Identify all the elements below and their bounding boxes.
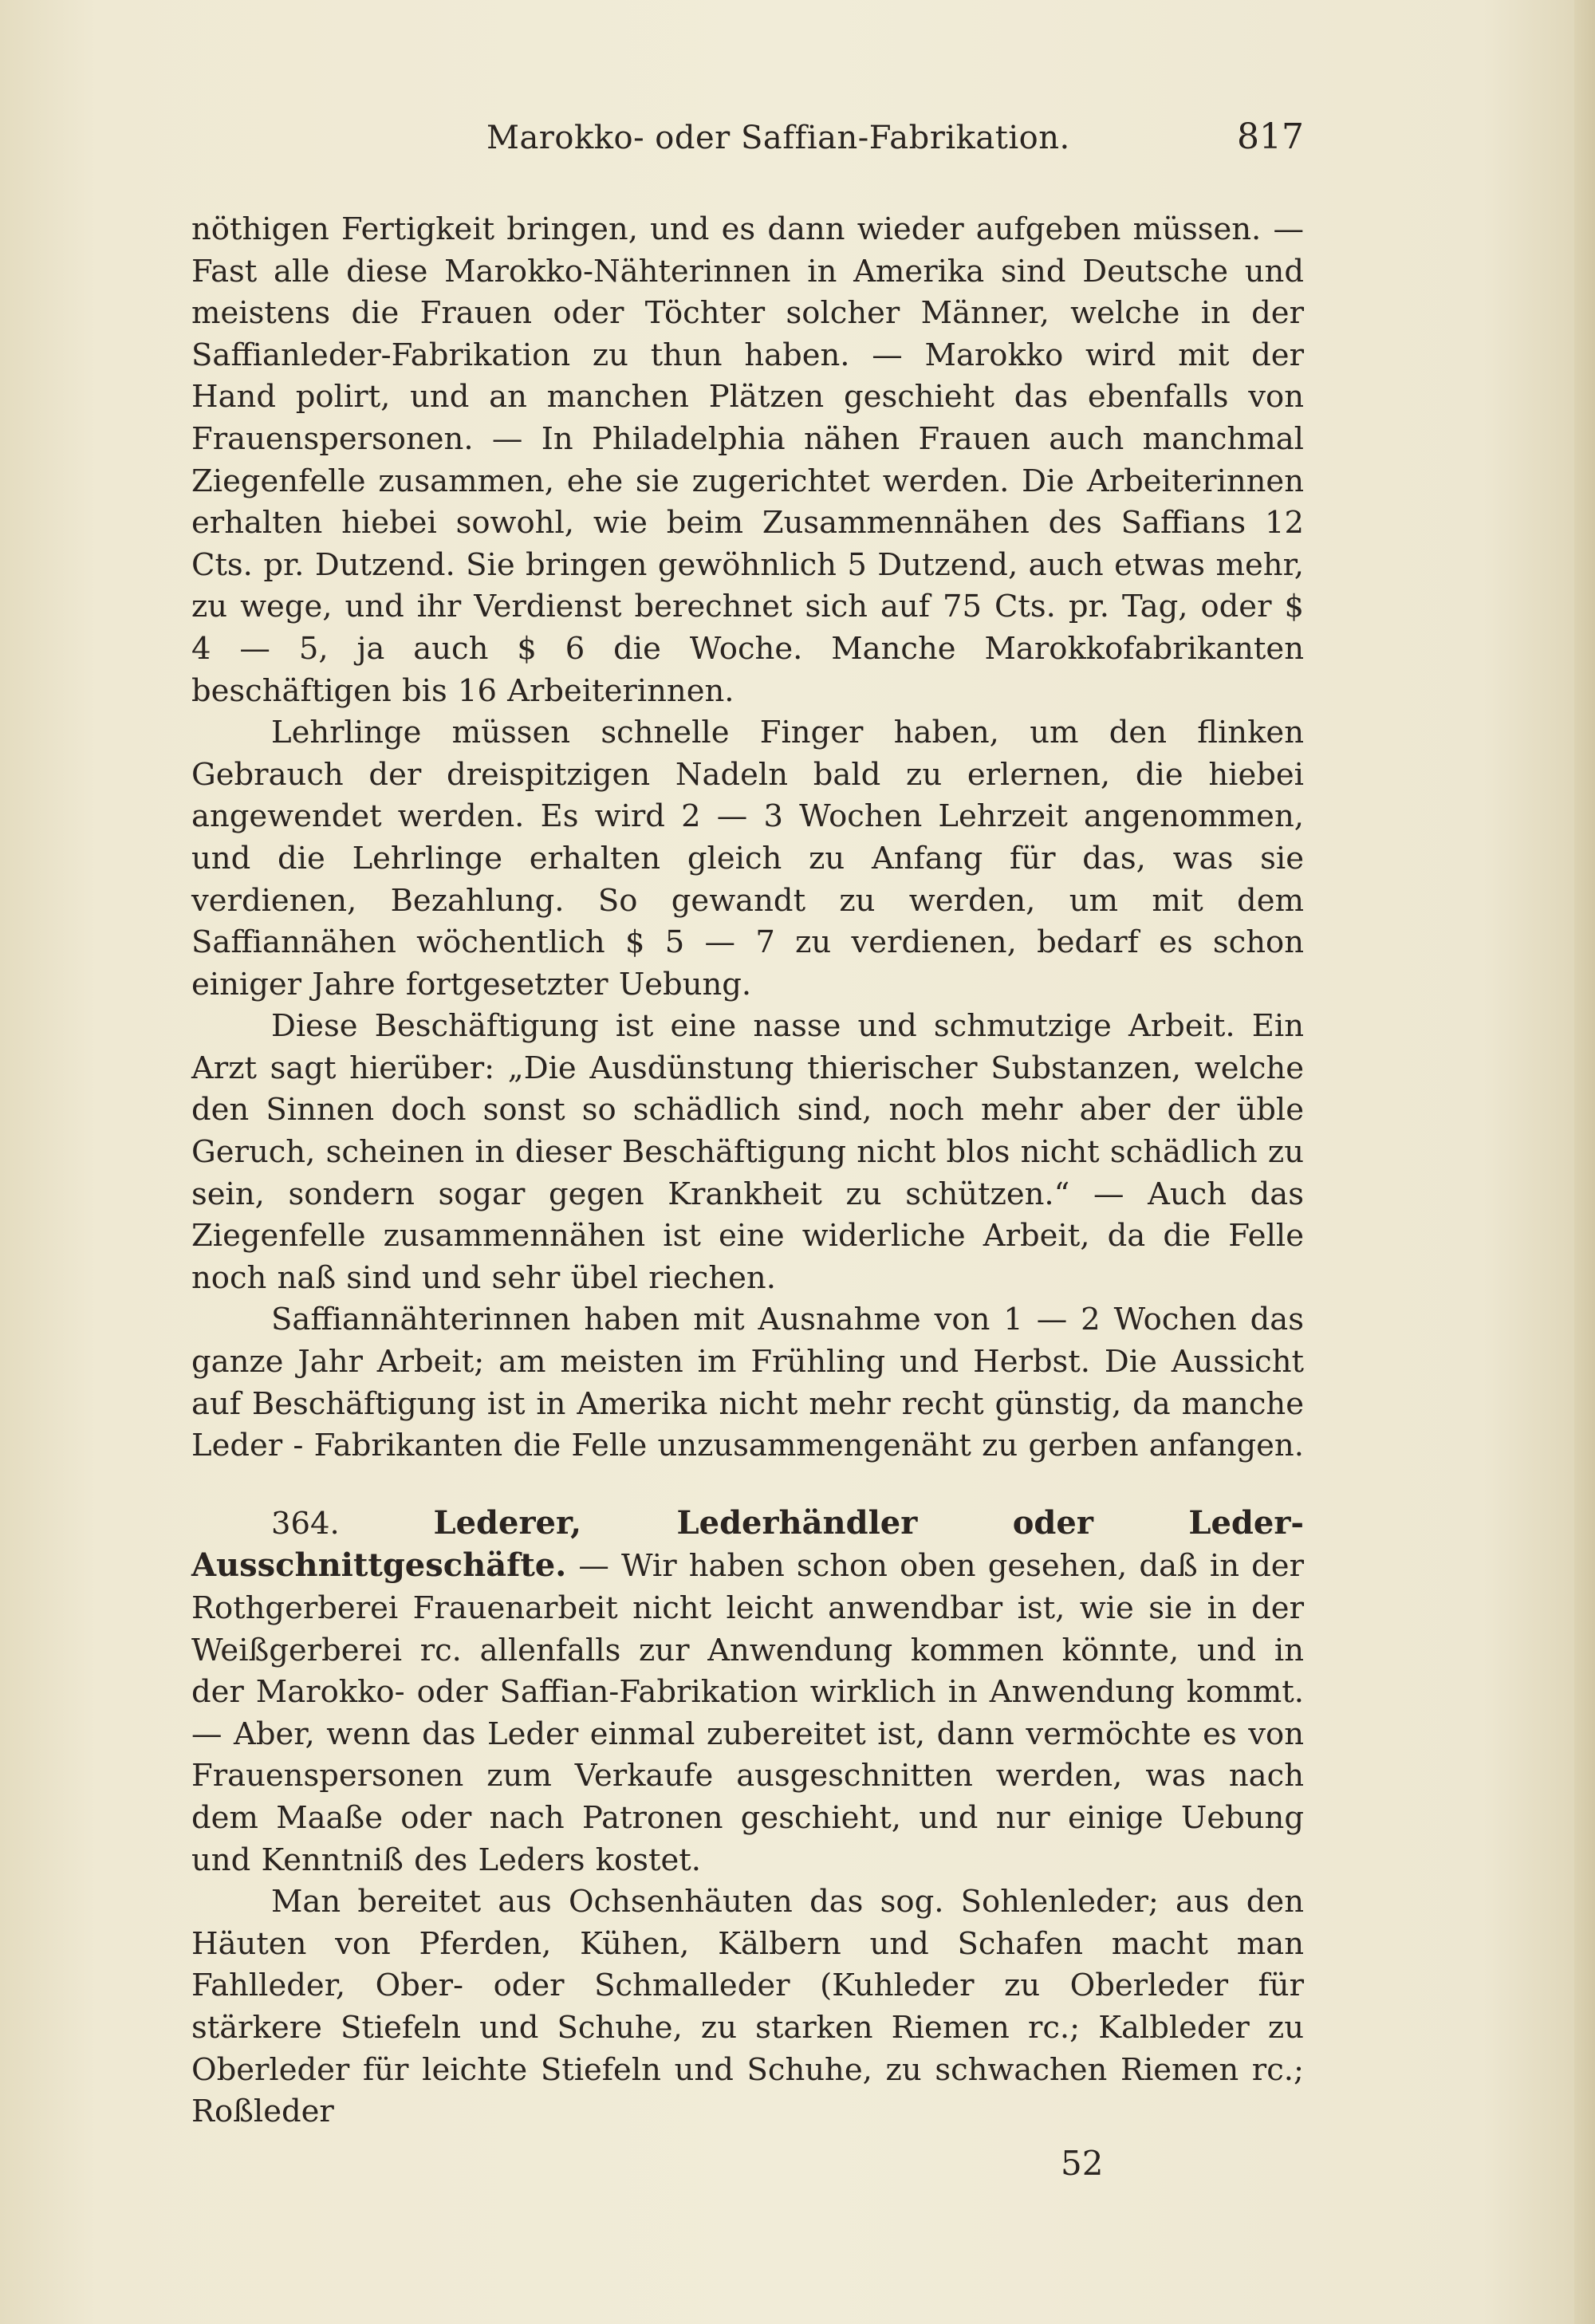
section-text: — Wir haben schon oben gesehen, daß in der Rothgerberei Frauenarbeit nicht leicht anwendbar ist, wie sie in der Weißgerberei rc. allenfalls zur Anwendung kommen könnte, und in der Marokko- oder Saffian-Fabrikation wirklich in Anwendung kommt. — Aber, wenn das Leder einmal zubereitet ist, dann vermöchte es von Frauenspersonen zum Verkaufe ausgeschnitten werden, was nach dem Maaße oder nach Patronen geschieht, und nur einige Uebung und Kenntniß des Leders kostet. — [191, 1548, 1304, 1878]
paragraph-3: Diese Beschäftigung ist eine nasse und schmutzige Arbeit. Ein Arzt sagt hierüber: „Die Ausdünstung thierischer Substanzen, welche den Sinnen doch sonst so schädlich sind, noch mehr aber der üble Geruch, scheinen in dieser Beschäftigung nicht blos nicht schädlich zu sein, sondern sogar gegen Krankheit zu schützen.“ — Auch das Ziegenfelle zusammennähen ist eine widerliche Arbeit, da die Felle noch naß sind und sehr übel riechen. — [191, 1008, 1304, 1296]
paragraph-closing: Man bereitet aus Ochsenhäuten das sog. Sohlenleder; aus den Häuten von Pferden, Kühen, Kälbern und Schafen macht man Fahlleder, Ober- oder Schmalleder (Kuhleder zu Oberleder für stärkere Stiefeln und Schuhe, zu starken Riemen rc.; Kalbleder zu Oberleder für leichte Stiefeln und Schuhe, zu schwachen Riemen rc.; Roßleder — [191, 1884, 1304, 2130]
running-title: Marokko- oder Saffian-Fabrikation. — [486, 120, 1070, 156]
paragraph-4: Saffiannähterinnen haben mit Ausnahme von 1 — 2 Wochen das ganze Jahr Arbeit; am meisten im Frühling und Herbst. Die Aussicht auf Beschäftigung ist in Amerika nicht mehr recht günstig, da manche Leder - Fabrikanten die Felle unzusammengenäht zu gerben anfangen. — [191, 1302, 1304, 1464]
signature-mark: 52 — [1061, 2144, 1104, 2183]
section-number: 364. — [271, 1505, 340, 1542]
paragraph-1: nöthigen Fertigkeit bringen, und es dann wieder aufgeben müssen. — Fast alle diese Marokko-Nähterinnen in Amerika sind Deutsche und meistens die Frauen oder Töchter solcher Männer, welche in der Saffianleder-Fabrikation zu thun haben. — Marokko wird mit der Hand polirt, und an manchen Plätzen geschieht das ebenfalls von Frauenspersonen. — In Philadelphia nähen Frauen auch manchmal Ziegenfelle zusammen, ehe sie zugerichtet werden. Die Arbeiterinnen erhalten hiebei sowohl, wie beim Zusammennähen des Saffians 12 Cts. pr. Dutzend. Sie bringen gewöhnlich 5 Dutzend, auch etwas mehr, zu wege, und ihr Verdienst berechnet sich auf 75 Cts. pr. Tag, oder $ 4 — 5, ja auch $ 6 die Woche. Manche Marokkofabrikanten beschäftigen bis 16 Arbeiterinnen. — [191, 211, 1304, 709]
page-number: 817 — [1237, 116, 1304, 157]
running-header — [191, 116, 1304, 167]
body-text — [191, 209, 1304, 2133]
page-edge-shadow — [1574, 0, 1595, 2324]
section-364 — [191, 1503, 1304, 1881]
paragraph-2: Lehrlinge müssen schnelle Finger haben, um den flinken Gebrauch der dreispitzigen Nadeln bald zu erlernen, die hiebei angewendet werden. Es wird 2 — 3 Wochen Lehrzeit angenommen, und die Lehrlinge erhalten gleich zu Anfang für das, was sie verdienen, Bezahlung. So gewandt zu werden, um mit dem Saffiannähen wöchentlich $ 5 — 7 zu verdienen, bedarf es schon einiger Jahre fortgesetzter Uebung. — [191, 715, 1304, 1002]
section-title: Lederer, Lederhändler oder Leder-Ausschnittgeschäfte. — [191, 1503, 1304, 1585]
